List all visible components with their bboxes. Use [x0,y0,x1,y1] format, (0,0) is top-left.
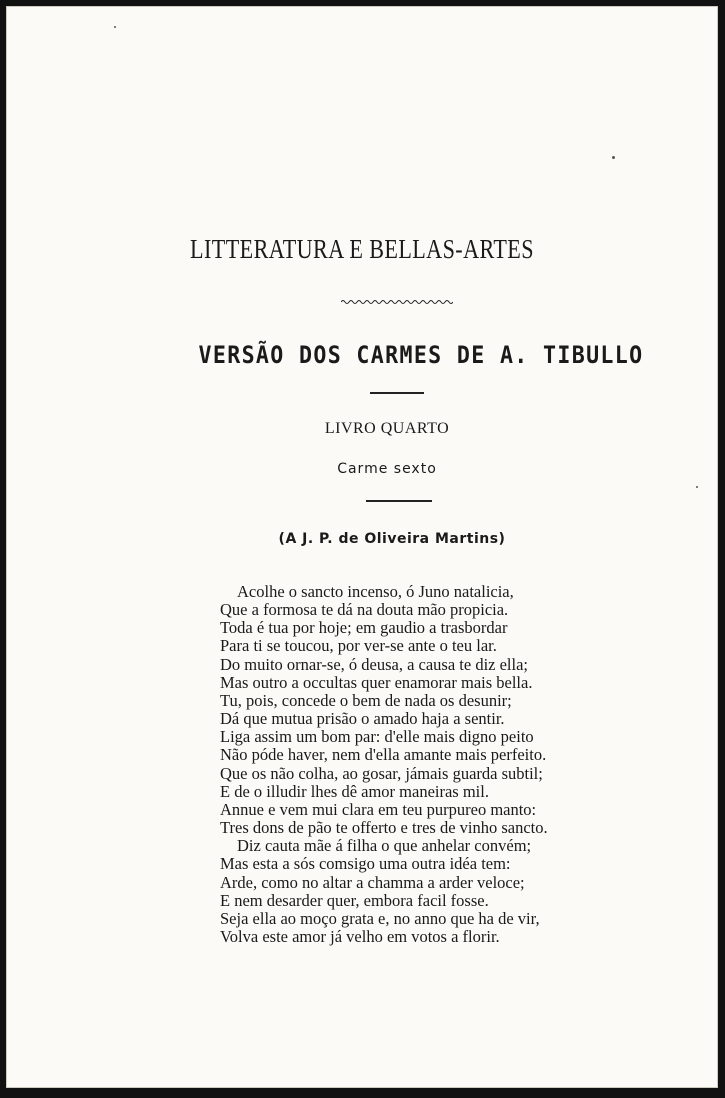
poem-line: Dá que mutua prisão o amado haja a sentir. [220,709,505,729]
poem-body [220,583,620,946]
poem-line: Mas outro a occultas quer enamorar mais bella. [220,672,533,692]
page [6,6,718,1088]
poem-line: Não póde haver, nem d'ella amante mais perfeito. [220,745,547,765]
poem-line: E de o illudir lhes dê amor maneiras mil. [220,781,489,801]
poem-line: Mas esta a sós comsigo uma outra idéa tem: [220,854,511,874]
poem-line: Tu, pois, concede o bem de nada os desunir; [220,690,512,710]
poem-number: Carme sexto [337,461,437,477]
paper-speck [696,486,698,488]
poem-line: E nem desarder quer, embora facil fosse. [220,890,489,910]
poem-line: Seja ella ao moço grata e, no anno que ha de vir, [220,908,540,928]
poem-line: Que os não colha, ao gosar, jámais guarda subtil; [220,763,543,783]
paper-speck [612,156,615,159]
divider-rule [370,392,424,394]
poem-line: Acolhe o sancto incenso, ó Juno natalicia, [237,582,514,601]
poem-line: Volva este amor já velho em votos a florir. [220,926,500,946]
poem-line: Tres dons de pão te offerto e tres de vinho sancto. [220,818,548,838]
poem-line: Liga assim um bom par: d'elle mais digno peito [220,727,534,747]
poem-line: Do muito ornar-se, ó deusa, a causa te diz ella; [220,654,529,674]
paper-speck [114,26,116,28]
poem-line: Que a formosa te dá na douta mão propicia. [220,600,509,620]
poem-line: Toda é tua por hoje; em gaudio a trasbordar [220,618,508,638]
dedication: (A J. P. de Oliveira Martins) [278,531,506,547]
poem-line: Annue e vem mui clara em teu purpureo manto: [220,799,537,819]
section-title: LITTERATURA E BELLAS-ARTES [190,234,534,264]
main-title: VERSÃO DOS CARMES DE A. TIBULLO [198,341,644,369]
divider-rule [366,500,432,502]
book-heading: LIVRO QUARTO [324,420,450,437]
poem-line: Diz cauta mãe á filha o que anhelar convém; [237,836,532,856]
poem-line: Para ti se toucou, por ver-se ante o teu lar. [220,636,497,656]
wavy-ornament [341,298,453,306]
poem-line: Arde, como no altar a chamma a arder veloce; [220,872,525,892]
